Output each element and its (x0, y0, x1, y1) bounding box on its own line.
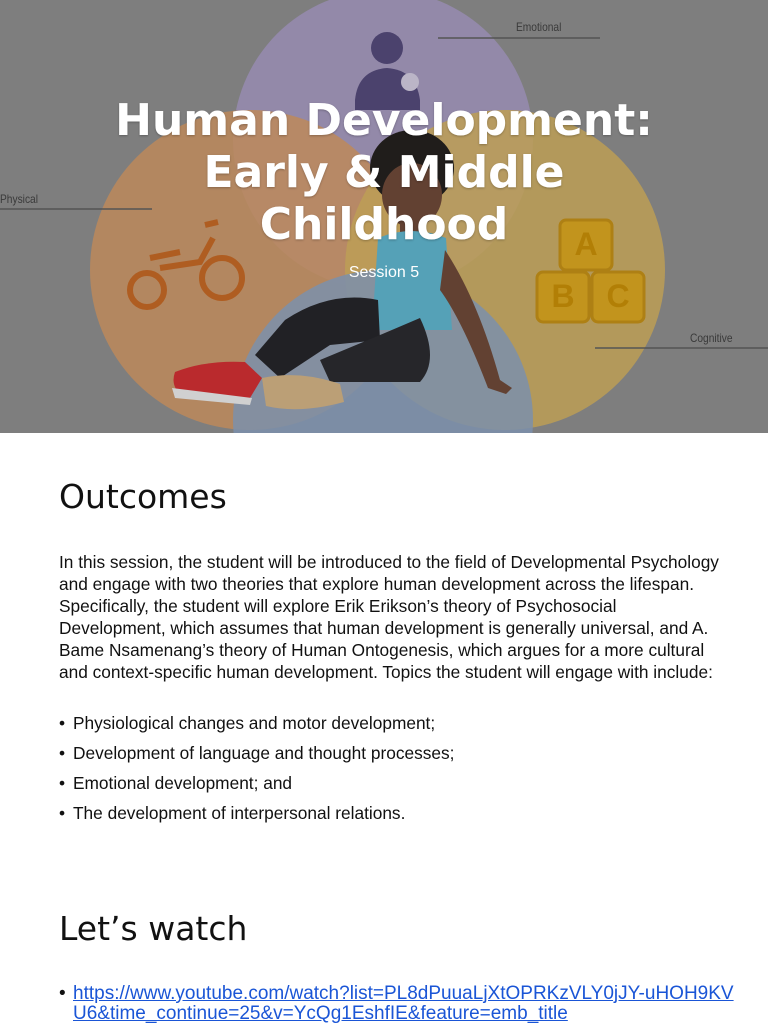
topics-list (59, 712, 719, 832)
venn-label-cognitive: Cognitive (690, 331, 733, 345)
title-line-2: Early & Middle (203, 147, 565, 198)
bullet-dot: • (59, 743, 66, 763)
list-item (59, 772, 719, 802)
list-item-text: The development of interpersonal relations. (73, 803, 406, 823)
block-letter-c: C (606, 278, 630, 314)
list-item-text: Physiological changes and motor development; (73, 713, 436, 733)
title-line-3: Childhood (259, 199, 509, 250)
bullet-dot: • (59, 773, 66, 793)
bullet-dot: • (59, 983, 66, 1004)
outcomes-slide (0, 433, 768, 873)
list-item (59, 802, 719, 832)
watch-heading: Let’s watch (59, 909, 248, 948)
list-item-text: Development of language and thought processes; (73, 743, 455, 763)
block-letter-a: A (574, 226, 598, 262)
session-subtitle: Session 5 (348, 264, 420, 281)
list-item-text: Emotional development; and (73, 773, 293, 793)
bullet-dot: • (59, 803, 66, 823)
title-line-1: Human Development: (115, 95, 653, 146)
page-title (0, 95, 768, 251)
list-item (59, 742, 719, 772)
outcomes-heading: Outcomes (59, 477, 227, 516)
video-link-item (59, 984, 739, 1024)
list-item (59, 712, 719, 742)
bullet-dot: • (59, 713, 66, 733)
venn-label-emotional: Emotional (516, 20, 562, 34)
venn-label-physical: Physical (0, 192, 38, 206)
outcomes-paragraph: In this session, the student will be introduced to the field of Developmental Psychology and engage with two theories that explore human development across the lifespan. Specifically, the student will explore Erik Erikson’s theory of Psychosocial Development, which assumes that human development is generally universal, and A. Bame Nsamenang’s theory of Human Ontogenesis, which argues for a more cultural and context-specific human development. Topics the student will engage with include: (59, 552, 719, 682)
block-letter-b: B (551, 278, 575, 314)
youtube-link[interactable]: https://www.youtube.com/watch?list=PL8dPuuaLjXtOPRKzVLY0jJY-uHOH9KVU6&time_continue=25&v=YcQg1EshfIE&feature=emb_title (73, 983, 734, 1024)
title-slide (0, 0, 768, 433)
